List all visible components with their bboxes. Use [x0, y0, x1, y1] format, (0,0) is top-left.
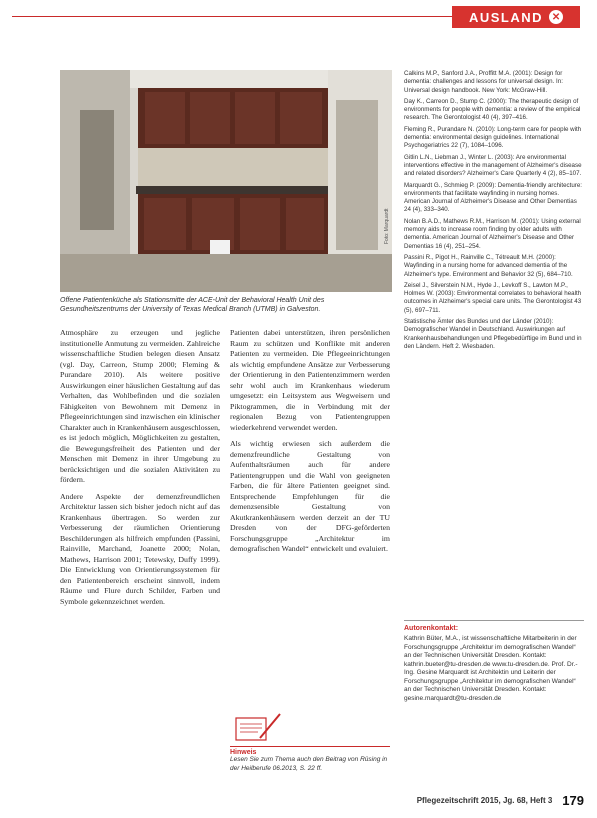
reference-item: Nolan B.A.D., Mathews R.M., Harrison M. (2001): Using external memory aids to increase room finding by older adults with dementia. American Journal of Alzheimer's Disease and Other Dementias 16 (4), 251–254. [404, 217, 581, 250]
reference-item: Day K., Carreon D., Stump C. (2000): The therapeutic design of environments for people with dementia: a review of the empirical research. The Gerontologist 40 (4), 397–416. [404, 97, 581, 122]
kitchen-photo [60, 70, 392, 292]
journal-meta: Pflegezeitschrift 2015, Jg. 68, Heft 3 [416, 795, 553, 805]
reference-item: Fleming R., Purandare N. (2010): Long-term care for people with dementia: environmental design guidelines. International Psychogeriatrics 22 (7), 1084–1096. [404, 125, 582, 150]
body-column-left [60, 328, 220, 613]
page-footer [320, 790, 584, 810]
x-icon: ✕ [549, 10, 563, 24]
page-number: 179 [562, 792, 584, 808]
header-rule [12, 16, 452, 17]
reference-item: Marquardt G., Schmieg P. (2009): Dementia-friendly architecture: environments that facilitate wayfinding in nursing homes. American Journal of Alzheimer's Disease and Other Dementias 24 (4), 333–340. [404, 181, 583, 214]
reference-item: Passini R., Pigot H., Rainville C., Tétreault M.H. (2000): Wayfinding in a nursing home for advanced dementia of the Alzheimer's type. Environment and Behavior 32 (5), 684–710. [404, 253, 573, 278]
reference-item: Calkins M.P., Sanford J.A., Proffitt M.A. (2001): Design for dementia: challenges and lessons for universal design. In: Universal design handbook. New York: McGraw-Hill. [404, 70, 563, 94]
pen-paper-icon [230, 708, 286, 744]
kitchen-illustration [60, 70, 392, 292]
reference-list [404, 70, 584, 354]
photo-caption: Offene Patientenküche als Stationsmitte der ACE-Unit der Behavioral Health Unit des Gesundheitszentrums der University of Texas Medical Branch (UTMB) in Galveston. [60, 297, 325, 313]
contact-text: Kathrin Büter, M.A., ist wissenschaftliche Mitarbeiterin in der Forschungsgruppe „Architektur im demografischen Wandel“ an der Technischen Universität Dresden. Kontakt: kathrin.bueter@tu-dresden.de www.tu-dresden.de. Prof. Dr.-Ing. Gesine Marquardt ist Architektin und Leiterin der Forschungsgruppe „Architektur im demografischen Wandel“ an der Technischen Universität Dresden. Kontakt: gesine.marquardt@tu-dresden.de [404, 635, 578, 702]
contact-title: Autorenkontakt: [404, 625, 459, 632]
paragraph: Patienten dabei unterstützen, ihren persönlichen Raum zu schützen und Konflikte mit anderen Patienten zu vermeiden. Die Pflegeeinrichtungen als wichtig empfundene Ansätze zur Verbesserung der Orientierung in den Patientenzimmern werden sehr wohl auch im Krankenhaus wiederum umgesetzt: ein Leitsystem aus Wegweisern und Piktogrammen, die in Verbindung mit der regionalen Bezug von Patientengruppen wiederkehrend verwendet werden. [230, 328, 390, 432]
hinweis-box [230, 746, 390, 773]
photo-credit: Foto: Marquardt [384, 208, 390, 244]
author-contact [404, 620, 584, 771]
reference-item: Statistische Ämter des Bundes und der Länder (2010): Demografischer Wandel in Deutschland. Auswirkungen auf Krankenhausbehandlungen und Pflegebedürftige im Bund und in den Ländern. Heft 2. Wiesbaden. [404, 318, 582, 350]
hinweis-text: Lesen Sie zum Thema auch den Beitrag von Rüsing in der Heilberufe 06.2013, S. 22 ff. [230, 756, 388, 772]
body-column-middle [230, 328, 390, 561]
paragraph: Atmosphäre zu erzeugen und jegliche institutionelle Anmutung zu vermeiden. Zahlreiche wissenschaftliche Studien belegen diesen Ansatz (vgl. Day, Carreon, Stump 2000; Fleming & Purandare 2010). Als weitere positive Auswirkungen einer häuslichen Gestaltung auf das Verhalten, das Wohlbefinden und die sozialen Fähigkeiten von Bewohnern mit Demenz in Pflegeeinrichtungen sind inzwischen ein klinischer Charakter auch in Krankenhäusern ausgeschlossen, es ist jedoch möglich, Möglichkeiten zu gestalten, die Bewegungsfreiheit des Patienten und der Menschen mit Demenz in ihrer Umgebung zu berücksichtigen und die sozialen Aktivitäten zu fördern. [60, 328, 220, 484]
page-header [0, 0, 597, 34]
paragraph: Als wichtig erwiesen sich außerdem die demenzfreundliche Gestaltung von Aufenthaltsräumen auch für andere Patientengruppen und die Wahl von geeigneten Farben, die für ältere Patienten geeignet sind. Entsprechende Empfehlungen für die demenzsensible Gestaltung von Akutkrankenhäusern werden derzeit an der TU Dresden von der DFG-geförderten Forschungsgruppe „Architektur im demografischen Wandel“ entwickelt und evaluiert. [230, 439, 390, 553]
section-label: AUSLAND [468, 9, 544, 25]
reference-item: Zeisel J., Silverstein N.M., Hyde J., Levkoff S., Lawton M.P., Holmes W. (2003): Environmental correlates to behavioral health outcomes in Alzheimer's special care units. The Gerontologist 43 (5), 697–711. [404, 281, 582, 314]
hinweis-title: Hinweis [230, 746, 390, 756]
paragraph: Andere Aspekte der demenzfreundlichen Architektur lassen sich bisher jedoch nicht auf das Krankenhaus übertragen. So werden zur Verbesserung der räumlichen Orientierung Beschilderungen als hilfreich empfunden (Passini, Rainville, Marchand, Joanette 2000; Nolan, Mathews, Harrison 2001; Tetewsky, Duffy 1999). Die Entwicklung von Orientierungssystemen für den Patientenbereich erscheint sinnvoll, indem Räume und Flure durch Schilder, Farben und Symbole gekennzeichnet werden. [60, 491, 220, 606]
section-tab [452, 6, 580, 28]
reference-item: Gitlin L.N., Liebman J., Winter L. (2003): Are environmental interventions effective in the management of Alzheimer's disease and related disorders? Alzheimer's Care Quarterly 4 (2), 85–107. [404, 153, 582, 178]
